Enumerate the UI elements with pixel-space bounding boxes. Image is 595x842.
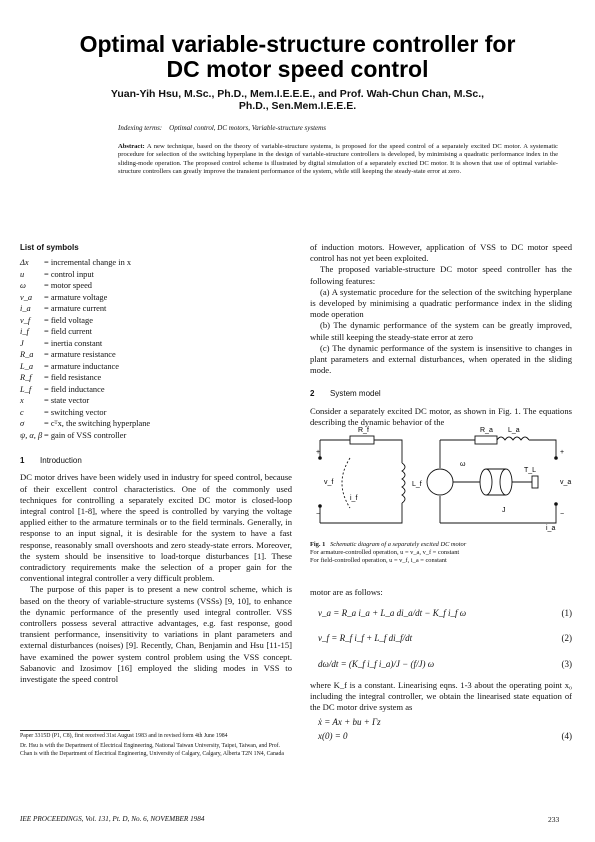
symbol-definition: = state vector <box>44 396 90 406</box>
label-Rf: R_f <box>358 427 369 434</box>
symbol-row <box>20 395 292 407</box>
symbol-name: σ <box>20 419 25 429</box>
right-column-bottom <box>310 587 572 742</box>
authors-line-1: Yuan-Yih Hsu, M.Sc., Ph.D., Mem.I.E.E.E., and Prof. Wah-Chun Chan, M.Sc., <box>110 88 485 100</box>
fig-caption-label: Fig. 1 <box>310 541 326 548</box>
intro-heading <box>20 455 292 466</box>
symbol-row <box>20 407 292 419</box>
symbol-definition: = switching vector <box>44 407 107 417</box>
equation-1-number: (1) <box>561 608 572 619</box>
symbol-name: x <box>20 396 24 406</box>
symbol-name: ω <box>20 281 26 291</box>
field-resistor <box>350 436 374 444</box>
authors-line-2: Ph.D., Sen.Mem.I.E.E.E. <box>238 100 357 112</box>
symbol-name: c <box>20 407 24 417</box>
label-minus-field: − <box>316 511 321 518</box>
symbol-definition: = gain of VSS controller <box>44 430 127 440</box>
right-paragraph-2: The proposed variable-structure DC motor speed controller has the following features: <box>310 264 572 286</box>
model-heading-text: System model <box>330 389 381 399</box>
equation-2 <box>310 633 572 644</box>
label-Ra: R_a <box>480 427 493 434</box>
label-ia: i_a <box>546 525 556 532</box>
symbol-name: u <box>20 269 25 279</box>
label-J: J <box>502 507 506 514</box>
symbol-row <box>20 349 292 361</box>
abstract-label: Abstract: <box>118 143 145 150</box>
symbols-heading: List of symbols <box>20 243 79 252</box>
fig-note-2: For field-controlled operation, u = v_f, i_a = constant <box>310 557 447 564</box>
symbol-definition: = field resistance <box>44 373 102 383</box>
symbol-row <box>20 326 292 338</box>
abstract-text: A new technique, based on the theory of variable-structure systems, is proposed for the speed control of a separately excited DC motor. A systematic procedure for selection of the switching hyperplane in the design of variable-structure controllers is developed, by minimising a quadratic performance index in the sliding-mode operation. The proposed control scheme is illustrated by digital simulation of a separately excited DC motor. It is shown that use of optimal variable-structure controllers can greatly improve the transient performance of the system, while still keeping the steady-state error at zero. <box>118 143 558 175</box>
symbol-row <box>20 338 292 350</box>
symbol-row <box>20 280 292 292</box>
symbol-definition: = cᵀx, the switching hyperplane <box>44 419 151 429</box>
label-plus-field: + <box>316 449 321 456</box>
symbol-row <box>20 315 292 327</box>
model-heading-number: 2 <box>310 389 315 399</box>
symbol-row <box>20 257 292 269</box>
right-column-top <box>310 242 572 428</box>
symbol-definition: = field current <box>44 327 92 337</box>
symbol-name: i_f <box>20 327 29 337</box>
figure-1-caption <box>310 541 572 565</box>
equation-3 <box>310 659 572 670</box>
intro-heading-number: 1 <box>20 456 25 466</box>
symbol-name: v_f <box>20 315 31 325</box>
label-TL: T_L <box>524 467 537 474</box>
symbol-row <box>20 418 292 430</box>
abstract <box>118 143 558 176</box>
label-La: L_a <box>508 427 520 434</box>
symbol-row <box>20 292 292 304</box>
symbol-row <box>20 384 292 396</box>
equation-4b <box>310 731 572 742</box>
left-column <box>20 242 292 685</box>
equation-4-number: (4) <box>561 730 572 741</box>
symbol-name: L_a <box>20 361 34 371</box>
symbol-definition: = armature current <box>44 304 107 314</box>
feature-b: (b) The dynamic performance of the system can be greatly improved, while still keeping the steady-state error at zero <box>310 320 572 342</box>
symbol-row <box>20 430 292 442</box>
symbol-row <box>20 303 292 315</box>
model-heading <box>310 388 572 399</box>
symbol-definition: = field inductance <box>44 384 105 394</box>
figure-1-schematic <box>310 418 572 538</box>
symbol-name: Δx <box>20 258 29 268</box>
symbol-name: ψ, α, β <box>20 430 43 440</box>
symbol-name: L_f <box>20 384 32 394</box>
model-paragraph: Consider a separately excited DC motor, as shown in Fig. 1. The equations describing the dynamic behavior of the <box>310 405 572 427</box>
authors <box>40 88 555 112</box>
symbol-definition: = armature voltage <box>44 292 108 302</box>
indexing-values: Optimal control, DC motors, Variable-structure systems <box>169 124 326 132</box>
symbol-name: J <box>20 338 24 348</box>
footnote-received: Paper 3315D (P1, C8), first received 31st August 1983 and in revised form 4th June 1984 <box>20 733 228 739</box>
footnote-rule <box>20 730 130 731</box>
label-plus-armature: + <box>560 449 565 456</box>
right-paragraph-1: of induction motors. However, application of VSS to DC motor speed control has not yet been exploited. <box>310 242 572 264</box>
symbol-definition: = armature resistance <box>44 350 116 360</box>
label-va: v_a <box>560 479 572 486</box>
footnote-affiliation: Dr. Hsu is with the Department of Electrical Engineering, National Taiwan University, Taipei, Taiwan, and Prof. Chan is with the Department of Electrical Engineering, University of Calgary, Calgary, Alberta T2N 1N4, Canada <box>20 743 284 757</box>
indexing-label: Indexing terms: <box>118 124 163 132</box>
inertia-disk <box>500 469 512 495</box>
footnotes <box>20 733 292 758</box>
intro-heading-text: Introduction <box>40 456 82 466</box>
journal-footer: IEE PROCEEDINGS, Vol. 131, Pt. D, No. 6, NOVEMBER 1984 <box>20 815 205 823</box>
title-line-2: DC motor speed control <box>166 56 429 82</box>
equation-2-number: (2) <box>561 633 572 644</box>
page-number: 233 <box>548 815 560 824</box>
intro-paragraph-2: The purpose of this paper is to present a new control scheme, which is based on the theory of variable-structure systems (VSSs) [9, 10], to enhance the dynamic performance of the presently used integral controller. VSS controllers possess several attractive advantages, e.g. fast response, good transient performance, insensitivity to variations in plant parameters and external disturbances (noises) [9]. Recently, Chan, Benjamin and Hsu [11-15] have examined the power system control problem using the VSS concept. Sabanovic and Izosimov [16] employed the sliding modes in VSS to investigate the speed control <box>20 584 292 685</box>
symbol-name: v_a <box>20 292 33 302</box>
motor-follows: motor are as follows: <box>310 587 383 597</box>
symbol-definition: = armature inductance <box>44 361 119 371</box>
symbol-definition: = inertia constant <box>44 338 103 348</box>
symbol-definition: = incremental change in x <box>44 258 132 268</box>
symbol-row <box>20 269 292 281</box>
symbols-list <box>20 257 292 441</box>
armature-inductor <box>497 437 529 440</box>
label-omega: ω <box>460 461 466 468</box>
symbol-name: R_f <box>20 373 32 383</box>
field-inductor <box>402 463 405 503</box>
after-equations: where K_f is a constant. Linearising eqns. 1-3 about the operating point x₀ including the integral controller, we obtain the linearised state equation of the DC motor drive system as <box>310 679 572 713</box>
fig-note-1: For armature-controlled operation, u = v_a, v_f = constant <box>310 549 460 556</box>
armature-resistor <box>475 436 497 444</box>
equation-4b-body: x(0) = 0 <box>318 730 348 741</box>
symbol-row <box>20 372 292 384</box>
indexing-terms <box>118 124 326 132</box>
feature-a: (a) A systematic procedure for the selection of the switching hyperplane is developed by minimising a quadratic performance index in the sliding mode operation <box>310 286 572 320</box>
label-if: i_f <box>350 495 358 502</box>
equation-4a-body: ẋ = Ax + bu + Γz <box>318 717 381 728</box>
symbol-row <box>20 361 292 373</box>
title-line-1: Optimal variable-structure controller for <box>79 31 516 57</box>
equation-3-number: (3) <box>561 658 572 669</box>
equation-1 <box>310 608 572 619</box>
fig-caption-text: Schematic diagram of a separately excited DC motor <box>330 541 467 548</box>
symbol-name: i_a <box>20 304 31 314</box>
equation-3-body: dω/dt = (K_f i_f i_a)/J − (f/J) ω <box>318 658 435 669</box>
equation-4a <box>310 717 572 728</box>
symbol-name: R_a <box>20 350 34 360</box>
paper-title <box>20 32 575 82</box>
label-Lf: L_f <box>412 481 422 488</box>
feature-c: (c) The dynamic performance of the system is insensitive to changes in plant parameters and external disturbances, when operated in the sliding mode. <box>310 342 572 376</box>
armature-circle <box>427 469 453 495</box>
intro-paragraph-1: DC motor drives have been widely used in industry for speed control, because of their excellent control characteristics. One of the commonly used techniques for controlling a separately excited DC motor is closed-loop integral control [1-8], where the speed is controlled by varying the voltage applied either to the armature terminals or to the field terminals. Generally, in response to an input signal, it is desirable for the system to have a fast response, reasonably small overshoots and zero steady-state errors. Moreover, the system should be insensitive to load-torque disturbances [1]. These contradictory requirements make the selection of a proper gain for the conventional integral controller a very difficult problem. <box>20 472 292 584</box>
equation-1-body: v_a = R_a i_a + L_a di_a/dt − K_f i_f ω <box>318 608 467 619</box>
label-vf: v_f <box>324 479 334 486</box>
symbol-definition: = motor speed <box>44 281 92 291</box>
label-minus-armature: − <box>560 511 565 518</box>
symbol-definition: = control input <box>44 269 94 279</box>
symbol-definition: = field voltage <box>44 315 93 325</box>
equation-2-body: v_f = R_f i_f + L_f di_f/dt <box>318 633 413 644</box>
